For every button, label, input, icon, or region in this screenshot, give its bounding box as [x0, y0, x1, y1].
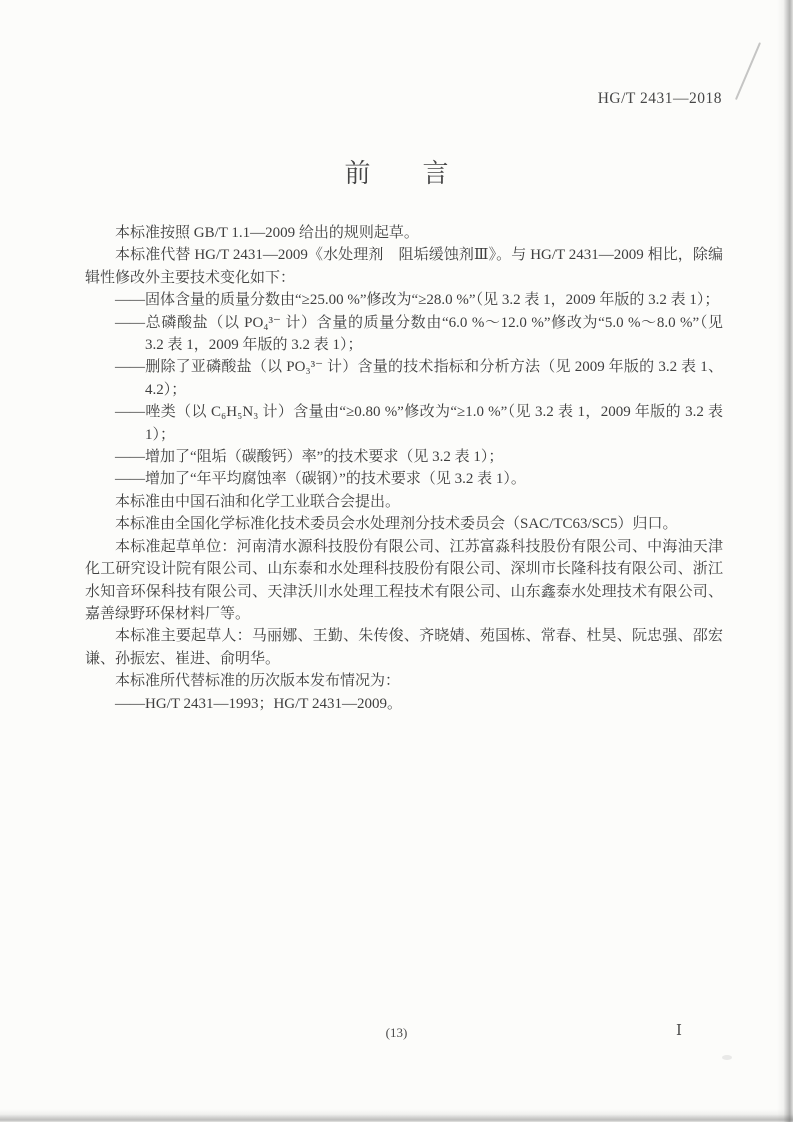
page-title: 前 言 — [344, 158, 449, 188]
change-list-item-corrosion-rate-added: ——增加了“年平均腐蚀率（碳钢）”的技术要求（见 3.2 表 1）。 — [115, 471, 526, 488]
foreword-paragraph-main-drafters: 本标准主要起草人：马丽娜、王勤、朱传俊、齐晓婧、苑国栋、常春、杜昊、阮忠强、邵宏谦、孙振宏、崔进、俞明华。 — [85, 628, 723, 667]
footer-page-number: Ⅰ — [676, 1023, 682, 1039]
scan-edge-shadow-bottom — [0, 1109, 793, 1122]
foreword-body — [85, 222, 723, 715]
foreword-paragraph-drafting-rule: 本标准按照 GB/T 1.1—2009 给出的规则起草。 — [115, 225, 419, 241]
foreword-paragraph-replaces: 本标准代替 HG/T 2431—2009《水处理剂 阻垢缓蚀剂Ⅲ》。与 HG/T 2431—2009 相比，除编辑性修改外主要技术变化如下： — [85, 247, 723, 286]
previous-editions-line: ——HG/T 2431—1993；HG/T 2431—2009。 — [115, 695, 402, 712]
change-list-item-total-phosphate: ——总磷酸盐（以 PO₄³⁻ 计）含量的质量分数由“6.0 %～12.0 %”修改为“5.0 %～8.0 %”（见 3.2 表 1，2009 年版的 3.2 表 1）； — [115, 314, 723, 354]
change-list-item-phosphite-removed: ——删除了亚磷酸盐（以 PO₃³⁻ 计）含量的技术指标和分析方法（见 2009 年版的 3.2 表 1、4.2）； — [115, 359, 723, 398]
footer-page-indicator: (13) — [385, 1025, 408, 1040]
change-list-item-scale-inhibition-added: ——增加了“阻垢（碳酸钙）率”的技术要求（见 3.2 表 1）； — [115, 449, 504, 466]
foreword-paragraph-drafting-organizations: 本标准起草单位：河南清水源科技股份有限公司、江苏富淼科技股份有限公司、中海油天津化工研究设计院有限公司、山东泰和水处理科技股份有限公司、深圳市长隆科技有限公司、浙江水知音环保科技有限公司、天津沃川水处理工程技术有限公司、山东鑫泰水处理技术有限公司、嘉善绿野环保材料厂等。 — [85, 538, 723, 622]
foreword-paragraph-previous-editions-intro: 本标准所代替标准的历次版本发布情况为： — [115, 673, 401, 690]
foreword-paragraph-proposed-by: 本标准由中国石油和化学工业联合会提出。 — [115, 493, 401, 510]
scan-smudge-mark — [722, 1055, 732, 1060]
foreword-paragraph-centralized-by: 本标准由全国化学标准化技术委员会水处理剂分技术委员会（SAC/TC63/SC5）归口。 — [115, 516, 678, 533]
change-list-item-solid-content: ——固体含量的质量分数由“≥25.00 %”修改为“≥28.0 %”（见 3.2 表 1，2009 年版的 3.2 表 1）； — [115, 292, 720, 309]
change-list-item-azole-content: ——唑类（以 C₆H₅N₃ 计）含量由“≥0.80 %”修改为“≥1.0 %”（见 3.2 表 1，2009 年版的 3.2 表 1）； — [115, 404, 723, 443]
scan-scratch-mark — [735, 42, 761, 100]
doc-number: HG/T 2431—2018 — [597, 90, 722, 107]
